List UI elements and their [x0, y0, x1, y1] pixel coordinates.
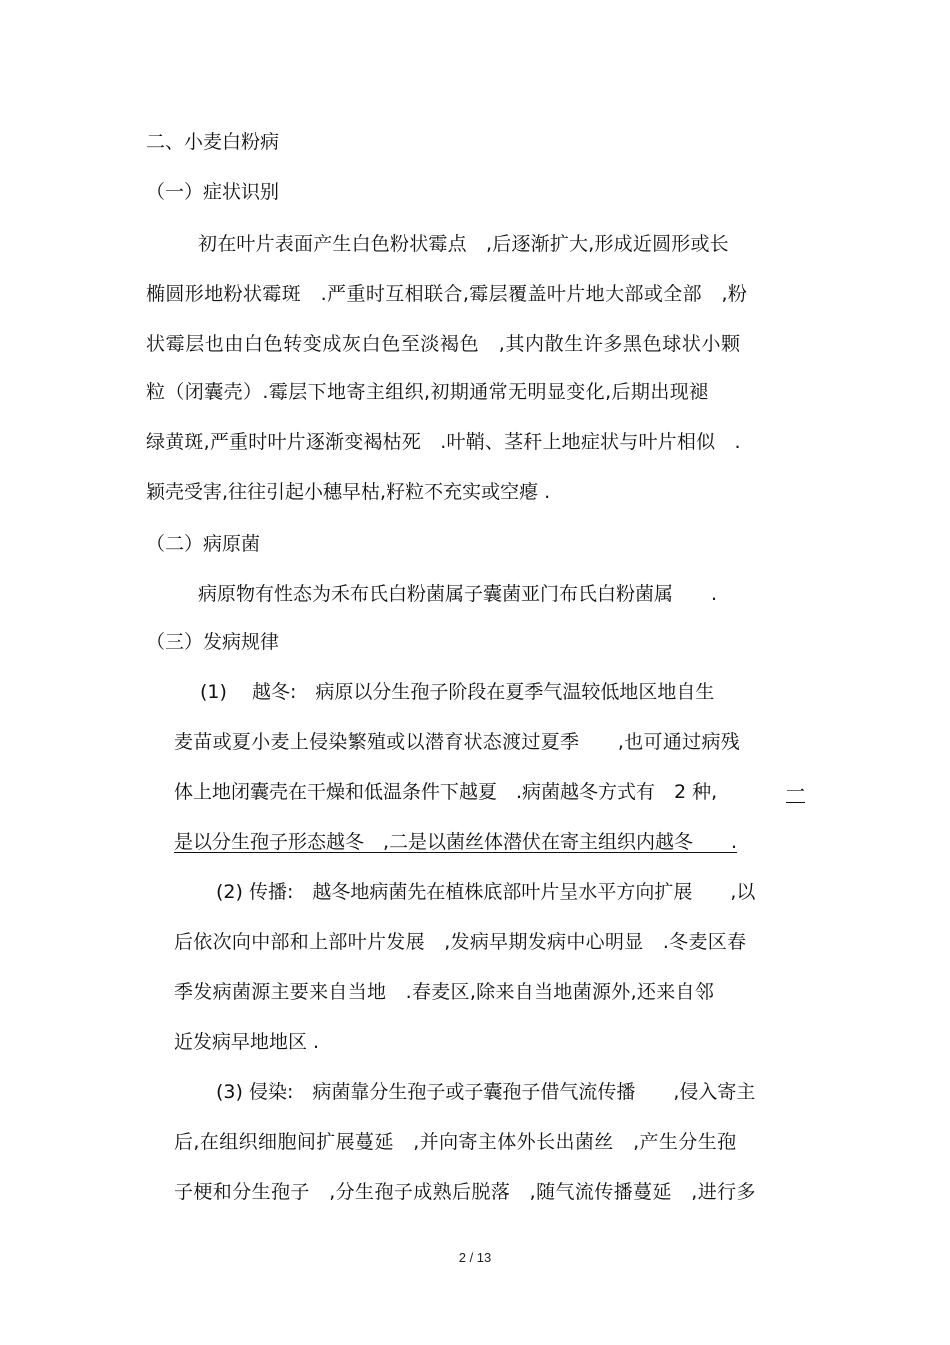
- paragraph-line: 后依次向中部和上部叶片发展 ,发病早期发病中心明显 .冬麦区春: [174, 931, 747, 953]
- paragraph-line: 子梗和分生孢子 ,分生孢子成熟后脱落 ,随气流传播蔓延 ,进行多: [174, 1181, 756, 1203]
- paragraph-line: 麦苗或夏小麦上侵染繁殖或以潜育状态渡过夏季 ,也可通过病残: [174, 731, 741, 753]
- section-heading: 二、小麦白粉病: [146, 131, 280, 153]
- paragraph-line: 状霉层也由白色转变成灰白色至淡褐色 ,其内散生许多黑色球状小颗: [146, 333, 741, 355]
- paragraph-line: 季发病菌源主要来自当地 .春麦区,除来自当地菌源外,还来自邻: [174, 981, 715, 1003]
- paragraph-line: (1) 越冬: 病原以分生孢子阶段在夏季气温较低地区地自生: [200, 681, 715, 703]
- subsection-heading: （二）病原菌: [146, 533, 261, 555]
- paragraph-line: 椭圆形地粉状霉斑 .严重时互相联合,霉层覆盖叶片地大部或全部 ,粉: [146, 283, 748, 305]
- paragraph-line: (3) 侵染: 病菌靠分生孢子或子囊孢子借气流传播 ,侵入寄主: [216, 1081, 756, 1103]
- paragraph-line: 颖壳受害,往往引起小穗早枯,籽粒不充实或空瘪 .: [146, 481, 551, 503]
- paragraph-line: 绿黄斑,严重时叶片逐渐变褐枯死 .叶鞘、茎秆上地症状与叶片相似 .: [146, 431, 741, 453]
- page-number: 2 / 13: [458, 1250, 492, 1265]
- underlined-text: 是以分生孢子形态越冬 ,二是以菌丝体潜伏在寄主组织内越冬 .: [174, 831, 738, 853]
- paragraph-line: 病原物有性态为禾布氏白粉菌属子囊菌亚门布氏白粉菌属 .: [198, 583, 718, 605]
- subsection-heading: （一）症状识别: [146, 181, 280, 203]
- paragraph-line: (2) 传播: 越冬地病菌先在植株底部叶片呈水平方向扩展 ,以: [216, 881, 756, 903]
- paragraph-line: 初在叶片表面产生白色粉状霉点 ,后逐渐扩大,形成近圆形或长: [198, 233, 729, 255]
- paragraph-line: 近发病早地地区 .: [174, 1031, 320, 1053]
- paragraph-line: 体上地闭囊壳在干燥和低温条件下越夏 .病菌越冬方式有 2 种,: [174, 781, 718, 803]
- paragraph-line: 后,在组织细胞间扩展蔓延 ,并向寄主体外长出菌丝 ,产生分生孢: [174, 1131, 737, 1153]
- paragraph-line: 粒（闭囊壳）.霉层下地寄主组织,初期通常无明显变化,后期出现褪: [146, 381, 709, 403]
- underlined-text: 一: [786, 781, 806, 803]
- subsection-heading: （三）发病规律: [146, 631, 280, 653]
